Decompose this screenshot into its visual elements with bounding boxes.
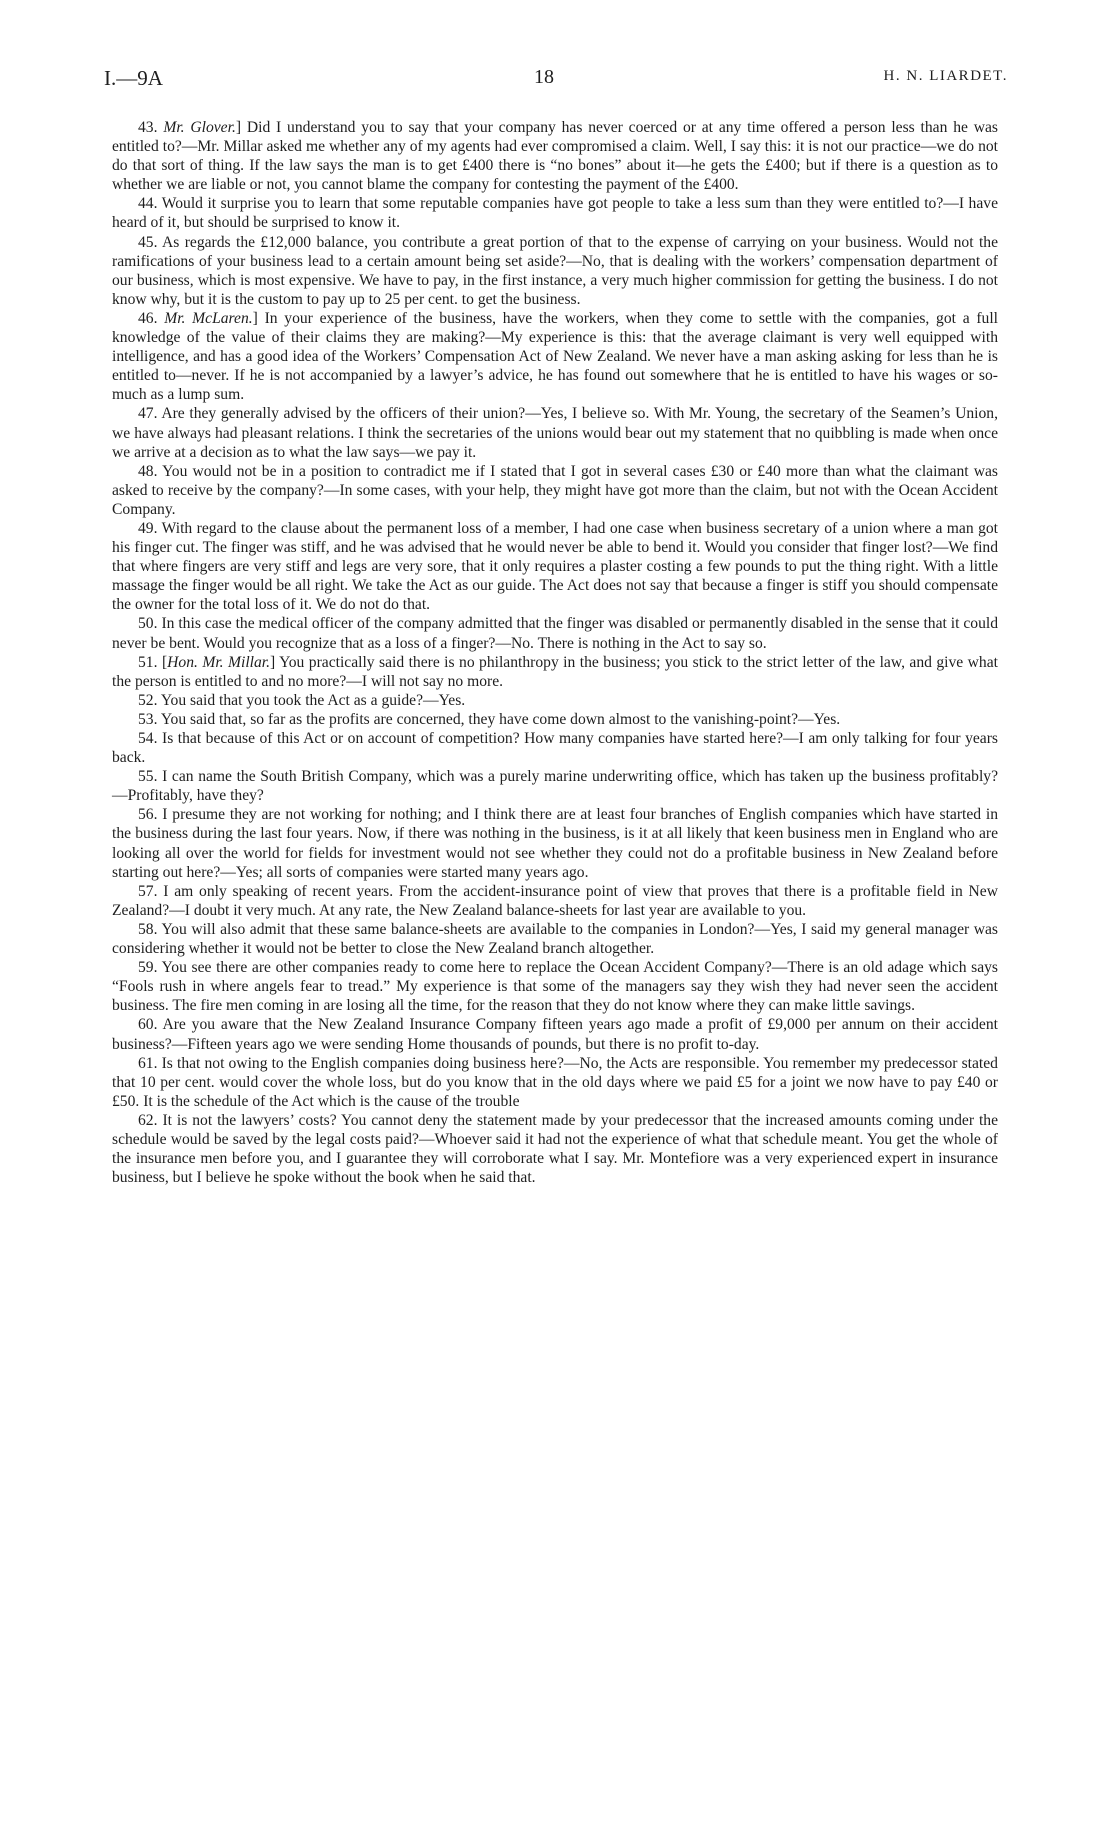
question-number: 56.	[138, 806, 158, 824]
testimony-paragraph	[112, 404, 998, 461]
witness-name-header: H. N. LIARDET.	[883, 68, 1008, 84]
testimony-paragraph	[112, 958, 998, 1015]
testimony-body	[112, 118, 998, 1187]
testimony-paragraph	[112, 1054, 998, 1111]
testimony-text: I am only speaking of recent years. From the accident-insurance point of view that proves that there is a profitable field in New Zealand?—I doubt it very much. At any rate, the New Zealand balance-sheets for last year are available to you.	[112, 882, 998, 919]
question-number: 59.	[138, 959, 158, 977]
question-number: 50.	[138, 615, 158, 633]
question-number: 44.	[138, 195, 158, 213]
testimony-paragraph	[112, 710, 998, 729]
question-number: 54.	[138, 730, 158, 747]
question-number: 52.	[138, 691, 158, 709]
testimony-paragraph	[112, 118, 998, 194]
testimony-paragraph	[112, 233, 998, 309]
testimony-text: As regards the £12,000 balance, you contribute a great portion of that to the expense of carrying on your business. Would not the ramifications of your business lead to a certain amount being set aside?—No, that is dealing with the workers’ compensation department of our business, which is most expensive. We have to pay, in the first instance, a very much higher commission for getting the business. I do not know why, but it is the custom to pay up to 25 per cent. to get the business.	[112, 233, 998, 308]
bracket-open: [	[161, 653, 168, 671]
testimony-paragraph	[112, 309, 998, 404]
running-header	[104, 66, 1008, 96]
page-number: 18	[534, 66, 554, 88]
testimony-paragraph	[112, 805, 998, 881]
testimony-text: You see there are other companies ready to come here to replace the Ocean Accident Company?—There is an old adage which says “Fools rush in where angels fear to tread.” My experience is that some of the managers say they wish they had never seen the accident business. The fire men coming in are losing all the time, for the reason that they do not know where they can make little savings.	[112, 959, 998, 1015]
question-number: 55.	[138, 768, 158, 786]
question-number: 60.	[138, 1016, 158, 1034]
testimony-text: You said that, so far as the profits are concerned, they have come down almost to the vanishing-point?—Yes.	[160, 710, 841, 728]
testimony-text: It is not the lawyers’ costs? You cannot deny the statement made by your predecessor that the increased amounts coming under the schedule would be saved by the legal costs paid?—Whoever said it had not the experience of what that schedule meant. You get the whole of the insurance men before you, and I guarantee they will corroborate what I say. Mr. Montefiore was a very experienced expert in insurance business, but I believe he spoke without the book when he said that.	[112, 1111, 998, 1187]
testimony-text: Is that because of this Act or on account of competition? How many companies have started here?—I am only talking for four years back.	[112, 730, 998, 767]
testimony-text: In this case the medical officer of the company admitted that the finger was disabled or permanently disabled in the sense that it could never be bent. Would you recognize that as a loss of a finger?—No. There is nothing in the Act to say so.	[112, 615, 998, 652]
question-number: 48.	[138, 462, 158, 480]
question-number: 58.	[138, 920, 158, 938]
testimony-text: I can name the South British Company, which was a purely marine underwriting office, which has taken up the business profitably?—Profitably, have they?	[112, 768, 998, 805]
testimony-text: ] Did I understand you to say that your company has never coerced or at any time offered a person less than he was entitled to?—Mr. Millar asked me whether any of my agents had ever compromised a claim. Well, I say this: it is not our practice—we do not do that sort of thing. If the law says the man is to get £400 there is “no bones” about it—he gets the £400; but if there is a question as to whether we are liable or not, you cannot blame the company for contesting the payment of the £400.	[112, 119, 998, 194]
testimony-paragraph	[112, 519, 998, 614]
testimony-paragraph	[112, 1111, 998, 1187]
question-number: 61.	[138, 1054, 158, 1072]
testimony-text: I presume they are not working for nothing; and I think there are at least four branches of English companies which have started in the business during the last four years. Now, if there was nothing in the business, is it at all likely that keen business men in England who are looking all over the world for fields for investment would not see whether they could not do a profitable business in New Zealand before starting out here?—Yes; all sorts of companies were started many years ago.	[112, 806, 998, 881]
testimony-text: Are you aware that the New Zealand Insurance Company fifteen years ago made a profit of £9,000 per annum on their accident business?—Fifteen years ago we were sending Home thousands of pounds, but there is no profit to-day.	[112, 1016, 998, 1053]
question-number: 45.	[138, 233, 158, 251]
testimony-text: You said that you took the Act as a guide?—Yes.	[160, 691, 466, 709]
testimony-paragraph	[112, 691, 998, 710]
speaker-name: Mr. Glover.	[163, 119, 236, 136]
testimony-paragraph	[112, 1015, 998, 1053]
testimony-paragraph	[112, 767, 998, 805]
testimony-text: Are they generally advised by the officers of their union?—Yes, I believe so. With Mr. Young, the secretary of the Seamen’s Union, we have always had pleasant relations. I think the secretaries of the unions would bear out my statement that no quibbling is made when once we arrive at a decision as to what the law says—we pay it.	[112, 405, 998, 461]
testimony-paragraph	[112, 194, 998, 232]
question-number: 57.	[138, 882, 158, 900]
testimony-paragraph	[112, 882, 998, 920]
testimony-text: Is that not owing to the English companies doing business here?—No, the Acts are responsible. You remember my predecessor stated that 10 per cent. would cover the whole loss, but do you know that in the old days where we paid £5 for a joint we now have to pay £40 or £50. It is the schedule of the Act which is the cause of the trouble	[112, 1054, 998, 1110]
question-number: 53.	[138, 710, 158, 728]
speaker-name: Hon. Mr. Millar.	[167, 653, 271, 671]
testimony-text: ] In your experience of the business, have the workers, when they come to settle with the companies, got a full knowledge of the value of their claims they are making?—My experience is this: that the average claimant is very well equipped with intelligence, and has a good idea of the Workers’ Compensation Act of New Zealand. We never have a man asking asking for less than he is entitled to—never. If he is not accompanied by a lawyer’s advice, he has found out somewhere that he is entitled to have his wages or so-much as a lump sum.	[112, 309, 998, 404]
question-number: 62.	[138, 1111, 158, 1129]
speaker-name: Mr. McLaren.	[164, 309, 253, 327]
document-reference: I.—9A	[104, 66, 163, 90]
testimony-text: With regard to the clause about the permanent loss of a member, I had one case when business secretary of a union where a man got his finger cut. The finger was stiff, and he was advised that he would never be able to bend it. Would you consider that finger lost?—We find that where fingers are very stiff and legs are very sore, that it only requires a plaster costing a few pounds to put the thing right. With a little massage the finger would be all right. We take the Act as our guide. The Act does not say that because a finger is stiff you should compensate the owner for the total loss of it. We do not do that.	[112, 519, 998, 614]
question-number: 51.	[138, 653, 158, 671]
question-number: 46.	[138, 309, 158, 327]
testimony-paragraph	[112, 653, 998, 691]
testimony-text: Would it surprise you to learn that some reputable companies have got people to take a less sum than they were entitled to?—I have heard of it, but should be surprised to know it.	[112, 195, 998, 232]
testimony-paragraph	[112, 729, 998, 767]
testimony-paragraph	[112, 920, 998, 958]
question-number: 47.	[138, 405, 158, 423]
question-number: 43.	[138, 119, 158, 136]
testimony-text: ] You practically said there is no philanthropy in the business; you stick to the strict letter of the law, and give what the person is entitled to and no more?—I will not say no more.	[112, 653, 998, 690]
testimony-text: You would not be in a position to contradict me if I stated that I got in several cases £30 or £40 more than what the claimant was asked to receive by the company?—In some cases, with your help, they might have got more than the claim, but not with the Ocean Accident Company.	[112, 462, 998, 518]
testimony-paragraph	[112, 462, 998, 519]
question-number: 49.	[138, 519, 158, 537]
testimony-paragraph	[112, 614, 998, 652]
testimony-text: You will also admit that these same balance-sheets are available to the companies in London?—Yes, I said my general manager was considering whether it would not be better to close the New Zealand branch altogether.	[112, 920, 999, 958]
